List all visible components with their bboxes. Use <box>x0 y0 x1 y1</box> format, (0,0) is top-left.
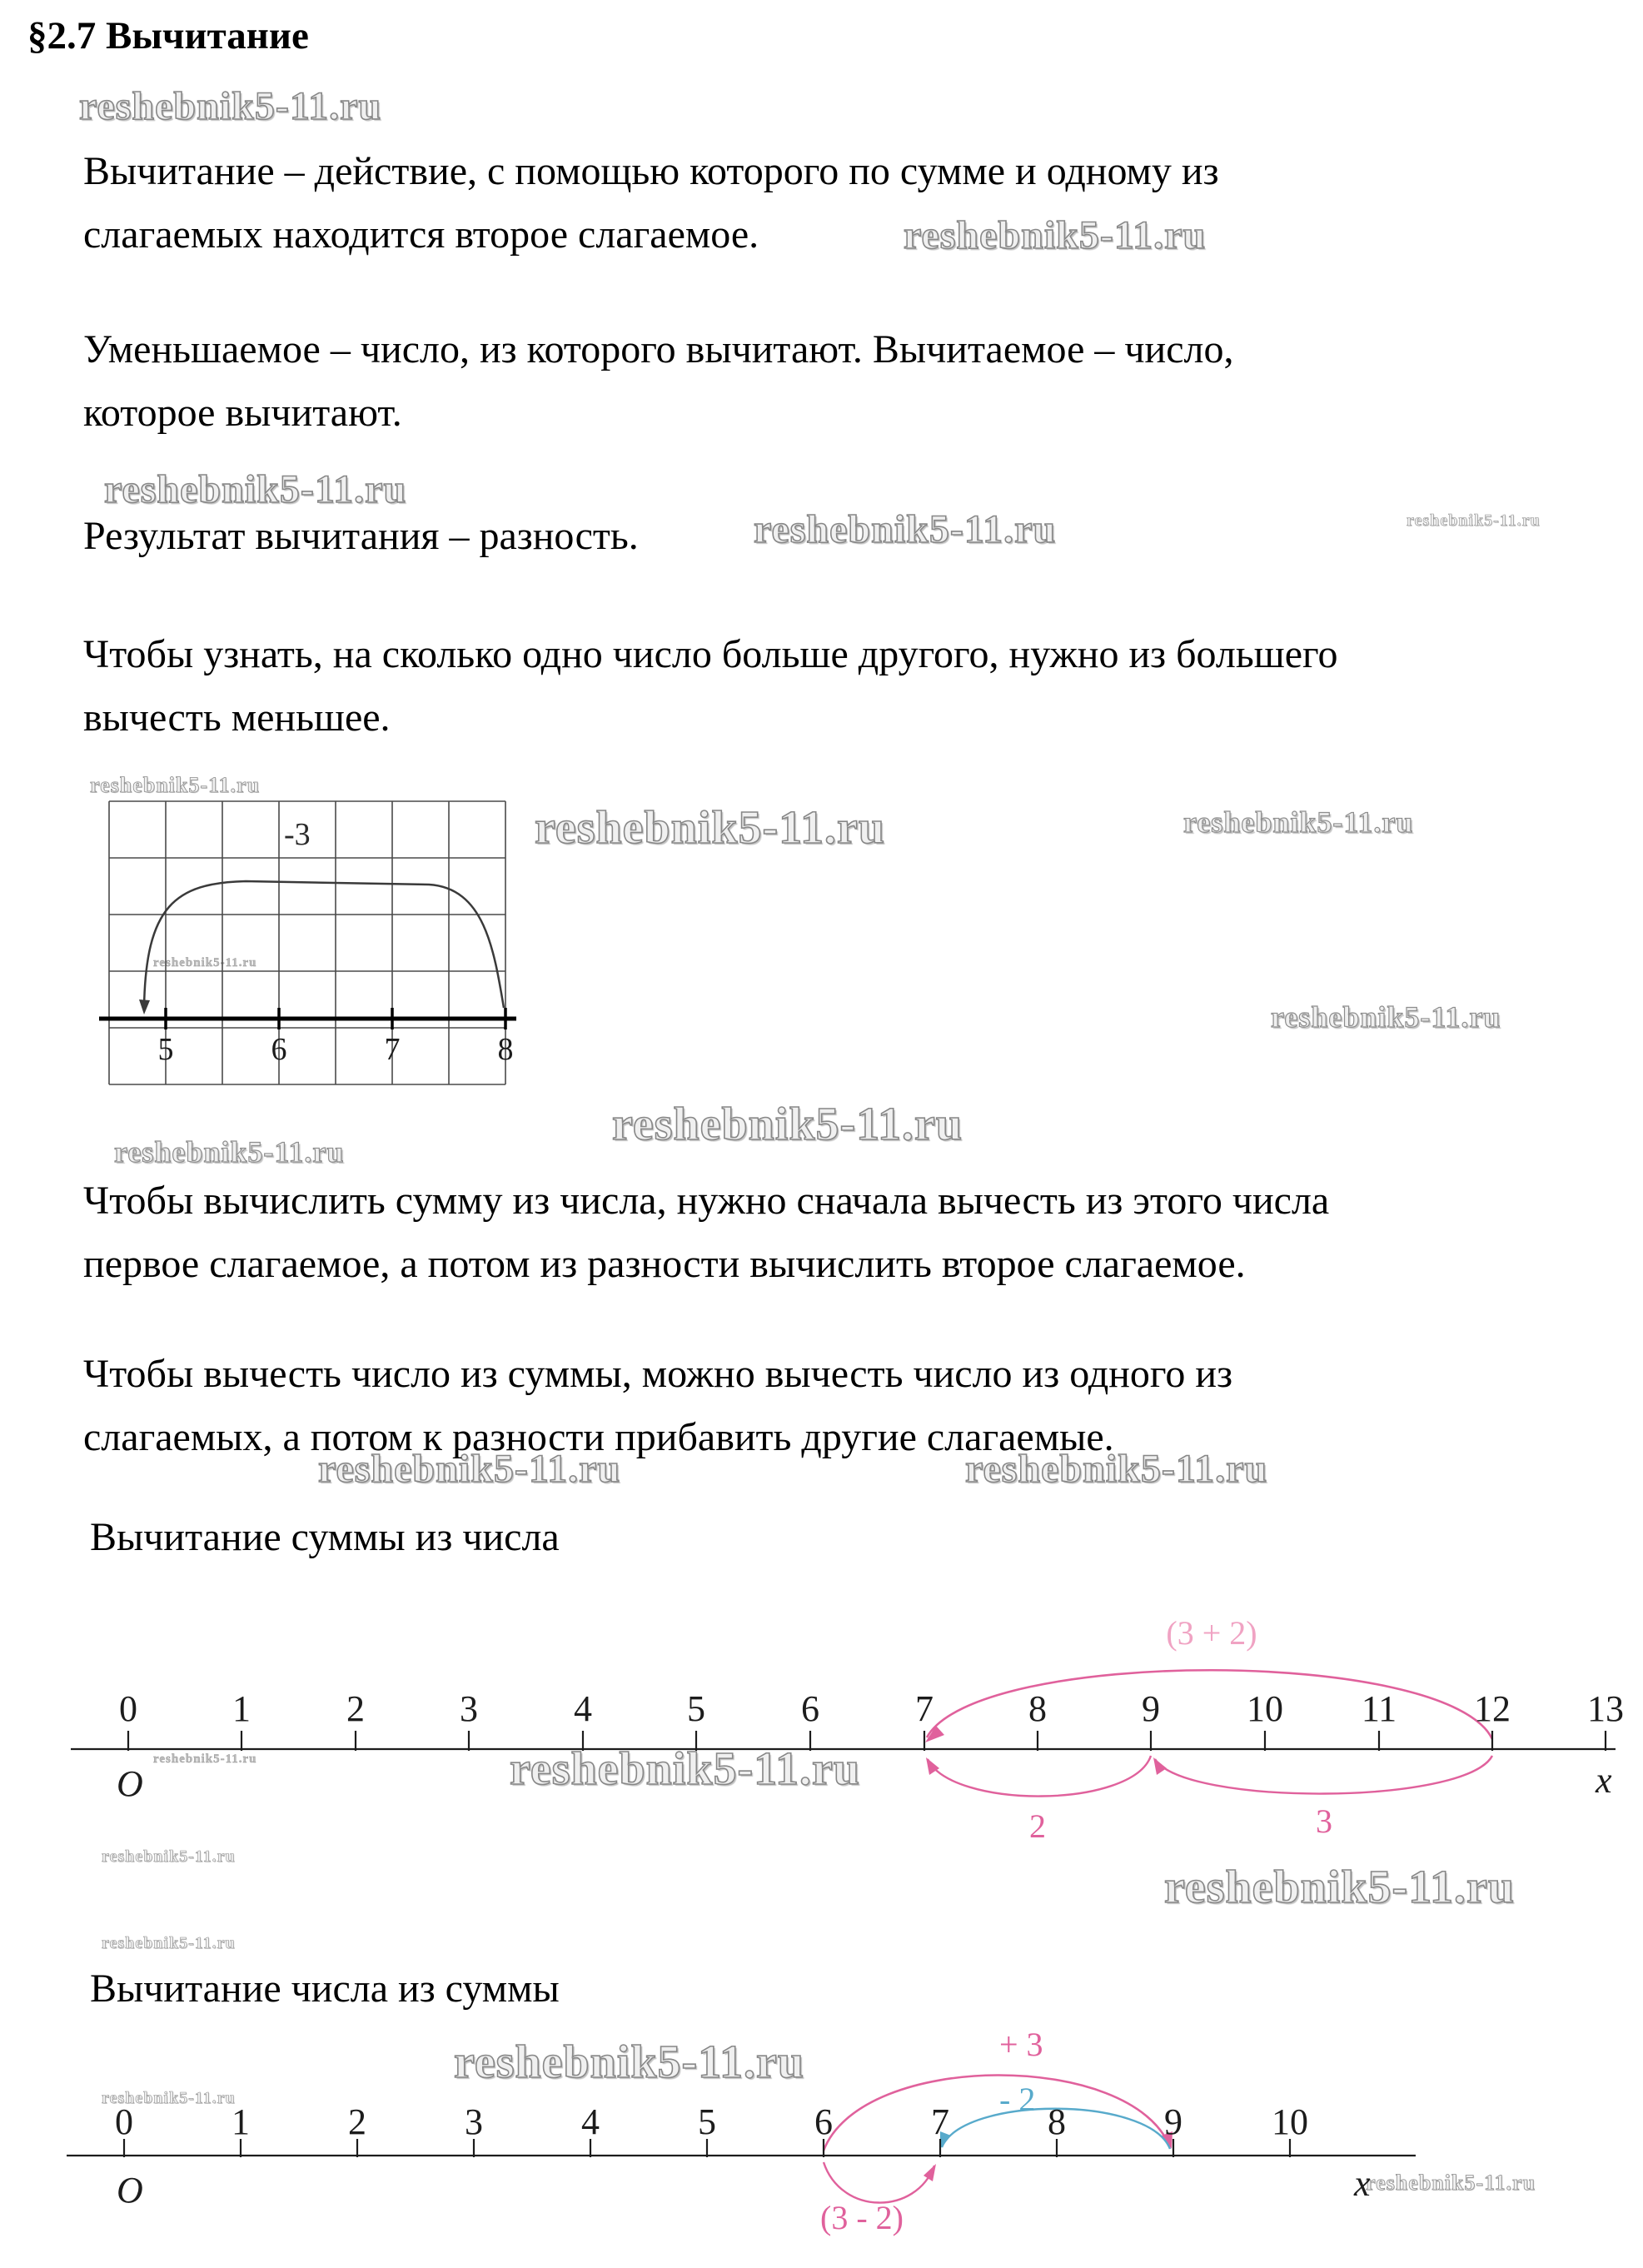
tick-label: 4 <box>581 2101 600 2142</box>
watermark: reshebnik5-11.ru <box>1271 1000 1501 1034</box>
paragraph-line: слагаемых, а потом к разности прибавить другие слагаемые. <box>83 1414 1114 1459</box>
paragraph-compare-numbers <box>83 623 1338 750</box>
paragraph-line: первое слагаемое, а потом из разности вычислить второе слагаемое. <box>83 1241 1246 1286</box>
tick-label: 4 <box>574 1688 592 1729</box>
arc-minus2-label: - 2 <box>999 2081 1036 2118</box>
tick-label: 0 <box>119 1688 137 1729</box>
grid-arc-label: -3 <box>284 817 311 852</box>
paragraph-minuend-subtrahend <box>83 318 1234 445</box>
tick-label: 7 <box>915 1688 934 1729</box>
tick-label: 9 <box>1142 1688 1160 1729</box>
grid-number-line-figure <box>96 790 562 1098</box>
grid-tick-label: 8 <box>497 1032 514 1067</box>
watermark: reshebnik5-11.ru <box>153 956 257 970</box>
tick-label: 10 <box>1247 1688 1283 1729</box>
watermark: reshebnik5-11.ru <box>535 802 886 854</box>
arc-result-label: (3 - 2) <box>820 2199 904 2236</box>
grid-tick-label: 7 <box>384 1032 401 1067</box>
paragraph-line: Вычитание – действие, с помощью которого по сумме и одному из <box>83 149 1219 193</box>
arc-result-arrowhead <box>924 2164 936 2181</box>
tick-label: 8 <box>1048 2101 1066 2142</box>
watermark: reshebnik5-11.ru <box>904 213 1207 257</box>
arc-minus3-arrowhead <box>1153 1757 1167 1775</box>
tick-label: 10 <box>1272 2101 1308 2142</box>
watermark: reshebnik5-11.ru <box>1407 511 1541 530</box>
paragraph-line: Чтобы узнать, на сколько одно число больше другого, нужно из большего <box>83 632 1338 676</box>
paragraph-definition-subtraction <box>83 140 1219 267</box>
tick-label: 1 <box>232 1688 251 1729</box>
axis-ticks <box>128 1731 1606 1751</box>
tick-label: 0 <box>115 2101 133 2142</box>
origin-label: O <box>117 1763 143 1804</box>
arc-minus3 <box>1155 1756 1492 1794</box>
arc-plus3 <box>824 2075 1170 2151</box>
tick-label: 8 <box>1028 1688 1047 1729</box>
arc-result <box>824 2162 934 2203</box>
paragraph-line: вычесть меньшее. <box>83 695 391 740</box>
number-line-sum-from-number <box>50 1616 1624 1907</box>
tick-labels <box>115 2101 1308 2142</box>
tick-label: 12 <box>1474 1688 1511 1729</box>
grid-tick-label: 6 <box>271 1032 287 1067</box>
tick-label: 6 <box>801 1688 819 1729</box>
paragraph-line: Уменьшаемое – число, из которого вычитают. Вычитаемое – число, <box>83 327 1234 371</box>
watermark: reshebnik5-11.ru <box>1164 1862 1516 1913</box>
watermark: reshebnik5-11.ru <box>754 507 1057 551</box>
arc-plus3-label: + 3 <box>999 2026 1043 2063</box>
arc-total-label: (3 + 2) <box>1166 1616 1257 1652</box>
paragraph-line: Результат вычитания – разность. <box>83 514 639 558</box>
axis-label: x <box>1596 1760 1612 1801</box>
paragraph-subtract-sum-rule <box>83 1169 1329 1296</box>
watermark: reshebnik5-11.ru <box>1366 2171 1536 2195</box>
grid-subtraction-arc <box>144 881 504 1008</box>
axis-ticks <box>124 2139 1290 2157</box>
watermark: reshebnik5-11.ru <box>153 1752 257 1766</box>
origin-label: O <box>117 2170 143 2211</box>
number-line-number-from-sum <box>50 2016 1624 2266</box>
arc-3-label: 3 <box>1316 1802 1332 1840</box>
grid-arc-arrowhead <box>139 999 150 1014</box>
section-heading-sum-from-number: Вычитание суммы из числа <box>90 1515 560 1559</box>
tick-label: 7 <box>931 2101 949 2142</box>
paragraph-line: слагаемых находится второе слагаемое. <box>83 212 759 257</box>
tick-label: 6 <box>814 2101 833 2142</box>
watermark: reshebnik5-11.ru <box>454 2036 805 2088</box>
tick-label: 3 <box>465 2101 483 2142</box>
axis-label: x <box>1354 2163 1371 2204</box>
paragraph-line: Чтобы вычислить сумму из числа, нужно сначала вычесть из этого числа <box>83 1179 1330 1223</box>
watermark: reshebnik5-11.ru <box>102 1847 236 1866</box>
tick-label: 5 <box>698 2101 716 2142</box>
section-heading-number-from-sum: Вычитание числа из суммы <box>90 1966 560 2011</box>
arc-total <box>927 1670 1492 1739</box>
arc-minus2 <box>928 1756 1151 1797</box>
watermark: reshebnik5-11.ru <box>965 1447 1268 1491</box>
grid-tick-label: 5 <box>157 1032 174 1067</box>
paragraph-line: которое вычитают. <box>83 390 402 435</box>
paragraph-difference <box>83 505 639 568</box>
watermark: reshebnik5-11.ru <box>612 1099 963 1150</box>
watermark: reshebnik5-11.ru <box>1183 805 1414 839</box>
watermark: reshebnik5-11.ru <box>90 773 261 797</box>
tick-label: 5 <box>687 1688 705 1729</box>
arc-2-label: 2 <box>1029 1807 1046 1845</box>
tick-label: 2 <box>346 1688 365 1729</box>
watermark: reshebnik5-11.ru <box>79 84 382 128</box>
watermark: reshebnik5-11.ru <box>318 1447 621 1491</box>
paragraph-line: Чтобы вычесть число из суммы, можно вычесть число из одного из <box>83 1352 1233 1396</box>
tick-labels <box>119 1688 1624 1729</box>
tick-label: 9 <box>1164 2101 1182 2142</box>
page-title: §2.7 Вычитание <box>27 14 309 57</box>
tick-label: 2 <box>348 2101 366 2142</box>
paragraph-subtract-number-rule <box>83 1343 1232 1469</box>
tick-label: 1 <box>232 2101 250 2142</box>
watermark: reshebnik5-11.ru <box>114 1135 345 1169</box>
tick-label: 3 <box>460 1688 478 1729</box>
watermark: reshebnik5-11.ru <box>102 1934 236 1952</box>
tick-label: 11 <box>1361 1688 1397 1729</box>
watermark: reshebnik5-11.ru <box>104 467 407 511</box>
watermark: reshebnik5-11.ru <box>510 1743 861 1795</box>
tick-label: 13 <box>1587 1688 1624 1729</box>
watermark: reshebnik5-11.ru <box>102 2089 236 2107</box>
